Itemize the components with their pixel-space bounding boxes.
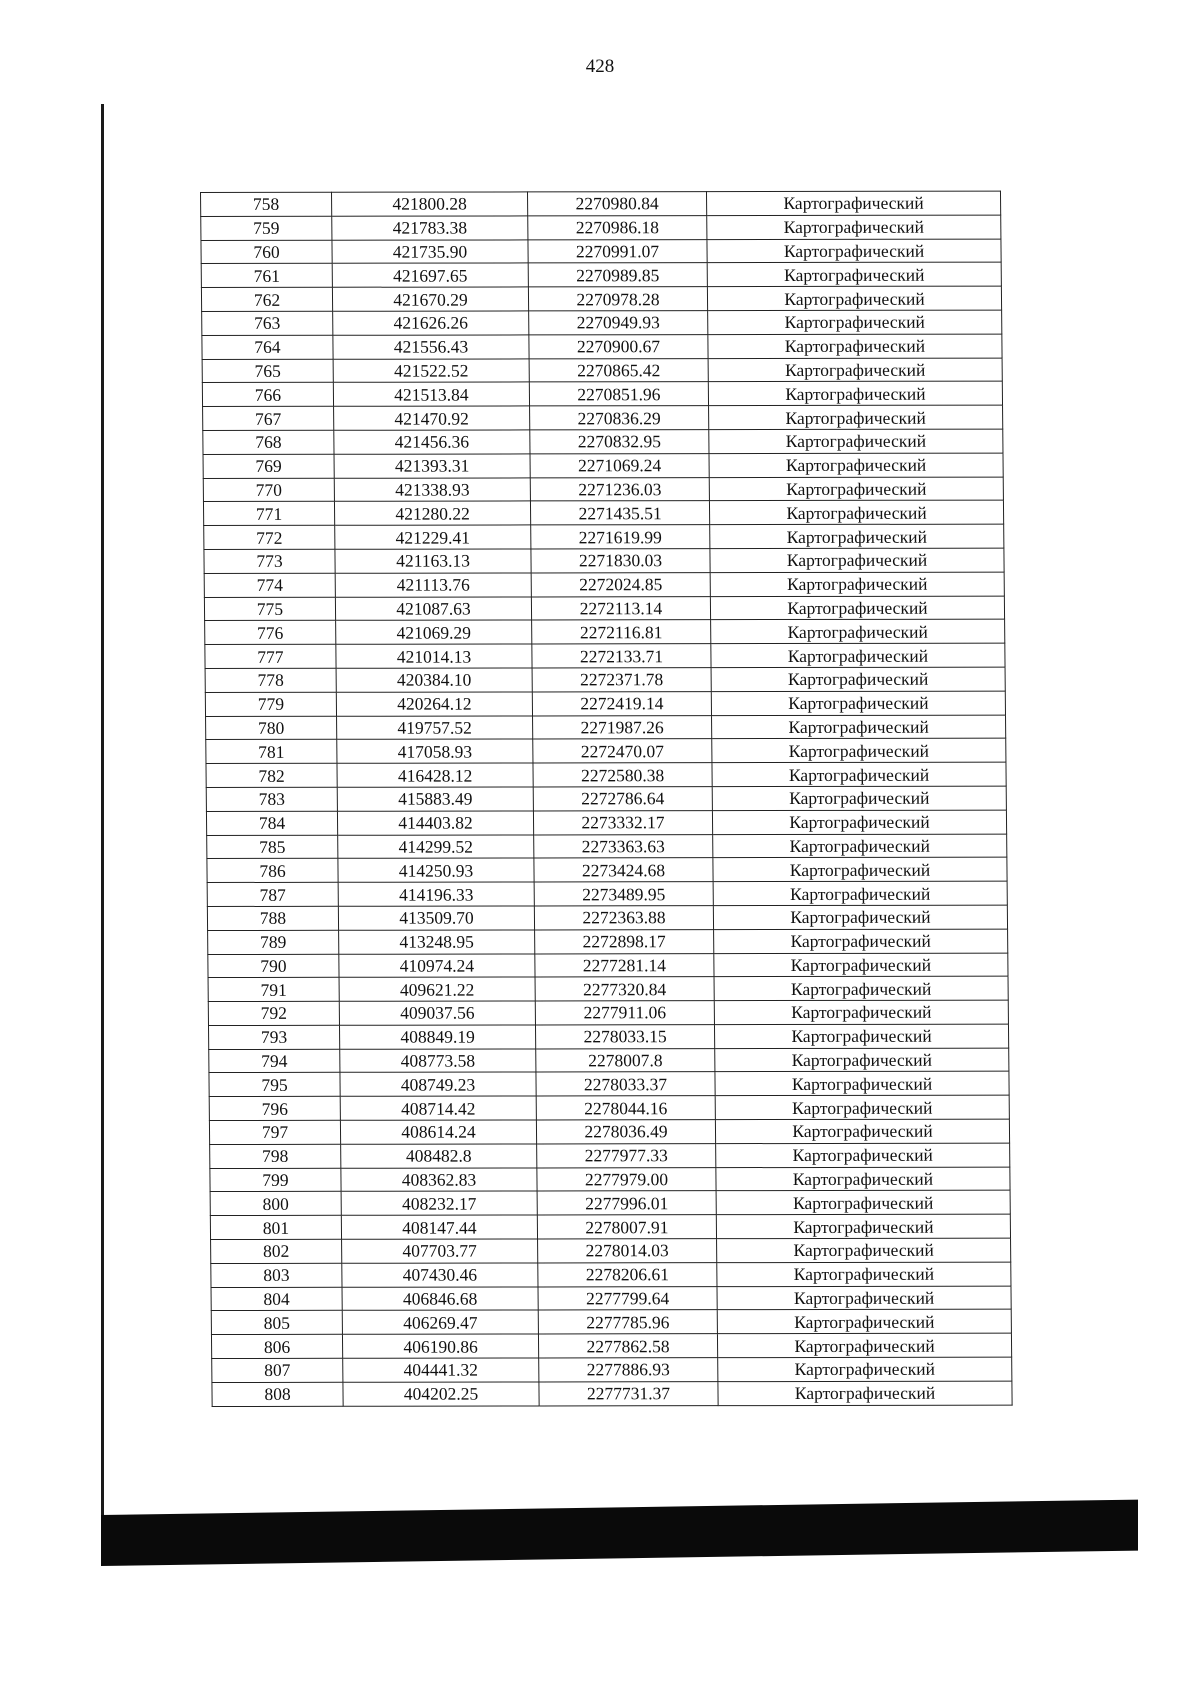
x-coordinate-cell: 421735.90 [332,240,528,264]
table-row [212,1381,1012,1406]
y-coordinate-cell: 2272580.38 [533,763,712,787]
y-coordinate-cell: 2277911.06 [535,1001,714,1025]
method-cell: Картографический [717,1286,1011,1310]
y-coordinate-cell: 2270980.84 [527,192,706,216]
method-cell: Картографический [710,548,1004,572]
point-number-cell: 790 [208,954,339,978]
table-row [202,310,1002,335]
point-number-cell: 776 [205,621,336,645]
point-number-cell: 807 [212,1358,343,1382]
point-number-cell: 801 [210,1216,341,1240]
method-cell: Картографический [707,215,1001,239]
y-coordinate-cell: 2270991.07 [528,239,707,263]
method-cell: Картографический [717,1238,1011,1262]
table-row [207,881,1007,906]
point-number-cell: 791 [208,978,339,1002]
coordinates-table [200,191,1013,1407]
y-coordinate-cell: 2277996.01 [537,1191,716,1215]
x-coordinate-cell: 421163.13 [335,549,531,573]
x-coordinate-cell: 421229.41 [335,525,531,549]
method-cell: Картографический [709,477,1003,501]
x-coordinate-cell: 421338.93 [334,477,530,501]
x-coordinate-cell: 419757.52 [337,715,533,739]
x-coordinate-cell: 420264.12 [336,692,532,716]
table-row [208,976,1008,1001]
x-coordinate-cell: 421456.36 [334,430,530,454]
point-number-cell: 779 [205,692,336,716]
table-row [212,1357,1012,1382]
x-coordinate-cell: 406269.47 [342,1310,538,1334]
point-number-cell: 795 [209,1073,340,1097]
method-cell: Картографический [715,1048,1009,1072]
method-cell: Картографический [718,1357,1012,1381]
method-cell: Картографический [708,334,1002,358]
table-row [202,358,1002,383]
y-coordinate-cell: 2272371.78 [532,668,711,692]
y-coordinate-cell: 2271069.24 [530,453,709,477]
table-row [208,1000,1008,1025]
x-coordinate-cell: 408849.19 [339,1025,535,1049]
y-coordinate-cell: 2278044.16 [536,1096,715,1120]
y-coordinate-cell: 2270836.29 [530,406,709,430]
point-number-cell: 773 [204,549,335,573]
table-row [208,953,1008,978]
table-row [205,643,1005,668]
x-coordinate-cell: 420384.10 [336,668,532,692]
table-row [204,596,1004,621]
y-coordinate-cell: 2272113.14 [531,596,710,620]
point-number-cell: 766 [202,383,333,407]
y-coordinate-cell: 2273332.17 [533,810,712,834]
y-coordinate-cell: 2270832.95 [530,430,709,454]
table-row [210,1191,1010,1216]
table-row [204,548,1004,573]
y-coordinate-cell: 2278033.37 [536,1072,715,1096]
x-coordinate-cell: 409037.56 [339,1001,535,1025]
method-cell: Картографический [708,381,1002,405]
method-cell: Картографический [710,572,1004,596]
point-number-cell: 799 [210,1168,341,1192]
method-cell: Картографический [707,286,1001,310]
table-row [203,405,1003,430]
y-coordinate-cell: 2278036.49 [536,1120,715,1144]
y-coordinate-cell: 2277785.96 [538,1310,717,1334]
x-coordinate-cell: 408232.17 [341,1191,537,1215]
point-number-cell: 761 [201,264,332,288]
table-row [204,572,1004,597]
method-cell: Картографический [712,762,1006,786]
method-cell: Картографический [716,1143,1010,1167]
y-coordinate-cell: 2270989.85 [528,263,707,287]
x-coordinate-cell: 421556.43 [333,335,529,359]
coordinates-table-wrapper [200,191,1008,1407]
y-coordinate-cell: 2272419.14 [532,691,711,715]
method-cell: Картографический [710,596,1004,620]
table-row [210,1143,1010,1168]
point-number-cell: 765 [202,359,333,383]
y-coordinate-cell: 2272363.88 [534,906,713,930]
y-coordinate-cell: 2277977.33 [537,1144,716,1168]
point-number-cell: 780 [206,716,337,740]
method-cell: Картографический [717,1262,1011,1286]
y-coordinate-cell: 2278014.03 [538,1239,717,1263]
x-coordinate-cell: 421014.13 [336,644,532,668]
y-coordinate-cell: 2272024.85 [531,572,710,596]
method-cell: Картографический [708,310,1002,334]
coordinates-table-body [201,191,1013,1406]
x-coordinate-cell: 408773.58 [340,1049,536,1073]
method-cell: Картографический [718,1381,1012,1405]
table-row [203,429,1003,454]
table-row [201,239,1001,264]
x-coordinate-cell: 421069.29 [336,620,532,644]
scan-left-edge [101,104,104,1564]
y-coordinate-cell: 2271830.03 [531,549,710,573]
x-coordinate-cell: 409621.22 [339,977,535,1001]
method-cell: Картографический [713,905,1007,929]
x-coordinate-cell: 414250.93 [338,858,534,882]
table-row [206,786,1006,811]
y-coordinate-cell: 2270851.96 [529,382,708,406]
method-cell: Картографический [717,1310,1011,1334]
x-coordinate-cell: 421626.26 [333,311,529,335]
y-coordinate-cell: 2270978.28 [528,287,707,311]
table-row [206,738,1006,763]
y-coordinate-cell: 2273489.95 [534,882,713,906]
point-number-cell: 784 [206,811,337,835]
table-row [211,1238,1011,1263]
table-row [201,215,1001,240]
y-coordinate-cell: 2270900.67 [529,334,708,358]
table-row [205,619,1005,644]
x-coordinate-cell: 421697.65 [332,263,528,287]
point-number-cell: 759 [201,216,332,240]
table-row [201,286,1001,311]
y-coordinate-cell: 2277886.93 [539,1358,718,1382]
point-number-cell: 794 [209,1049,340,1073]
x-coordinate-cell: 421670.29 [332,287,528,311]
table-row [210,1167,1010,1192]
x-coordinate-cell: 408749.23 [340,1072,536,1096]
method-cell: Картографический [711,643,1005,667]
table-row [206,715,1006,740]
point-number-cell: 788 [207,906,338,930]
y-coordinate-cell: 2272470.07 [533,739,712,763]
method-cell: Картографический [709,500,1003,524]
x-coordinate-cell: 413509.70 [338,906,534,930]
x-coordinate-cell: 414196.33 [338,882,534,906]
table-row [202,381,1002,406]
y-coordinate-cell: 2277731.37 [539,1381,718,1405]
method-cell: Картографический [707,239,1001,263]
point-number-cell: 771 [203,502,334,526]
x-coordinate-cell: 408714.42 [340,1096,536,1120]
y-coordinate-cell: 2270865.42 [529,358,708,382]
table-row [211,1333,1011,1358]
x-coordinate-cell: 408147.44 [341,1215,537,1239]
y-coordinate-cell: 2277281.14 [535,953,714,977]
y-coordinate-cell: 2272116.81 [532,620,711,644]
table-row [206,810,1006,835]
point-number-cell: 797 [209,1120,340,1144]
table-row [209,1095,1009,1120]
x-coordinate-cell: 421470.92 [334,406,530,430]
table-row [207,905,1007,930]
y-coordinate-cell: 2272786.64 [533,787,712,811]
table-row [207,834,1007,859]
method-cell: Картографический [716,1191,1010,1215]
method-cell: Картографический [713,834,1007,858]
method-cell: Картографический [707,262,1001,286]
y-coordinate-cell: 2277799.64 [538,1286,717,1310]
method-cell: Картографический [714,1000,1008,1024]
point-number-cell: 782 [206,763,337,787]
table-row [202,334,1002,359]
method-cell: Картографический [713,881,1007,905]
point-number-cell: 789 [208,930,339,954]
method-cell: Картографический [708,358,1002,382]
y-coordinate-cell: 2271987.26 [533,715,712,739]
y-coordinate-cell: 2278007.91 [537,1215,716,1239]
method-cell: Картографический [709,429,1003,453]
y-coordinate-cell: 2272133.71 [532,644,711,668]
point-number-cell: 805 [211,1311,342,1335]
method-cell: Картографический [714,1024,1008,1048]
point-number-cell: 803 [211,1263,342,1287]
point-number-cell: 764 [202,335,333,359]
method-cell: Картографический [711,667,1005,691]
point-number-cell: 793 [208,1025,339,1049]
method-cell: Картографический [710,524,1004,548]
y-coordinate-cell: 2278033.15 [535,1025,714,1049]
y-coordinate-cell: 2271619.99 [531,525,710,549]
point-number-cell: 800 [210,1192,341,1216]
x-coordinate-cell: 421800.28 [331,192,527,216]
x-coordinate-cell: 415883.49 [337,787,533,811]
y-coordinate-cell: 2277862.58 [538,1334,717,1358]
method-cell: Картографический [714,929,1008,953]
table-row [203,500,1003,525]
point-number-cell: 806 [211,1335,342,1359]
point-number-cell: 775 [204,597,335,621]
point-number-cell: 778 [205,668,336,692]
method-cell: Картографический [712,786,1006,810]
point-number-cell: 762 [201,287,332,311]
method-cell: Картографический [711,619,1005,643]
x-coordinate-cell: 404441.32 [343,1358,539,1382]
x-coordinate-cell: 404202.25 [343,1382,539,1406]
y-coordinate-cell: 2273363.63 [534,834,713,858]
method-cell: Картографический [709,405,1003,429]
y-coordinate-cell: 2278007.8 [536,1048,715,1072]
y-coordinate-cell: 2270949.93 [529,311,708,335]
table-row [209,1119,1009,1144]
x-coordinate-cell: 413248.95 [339,930,535,954]
method-cell: Картографический [716,1214,1010,1238]
table-row [211,1310,1011,1335]
point-number-cell: 781 [206,740,337,764]
x-coordinate-cell: 408482.8 [341,1144,537,1168]
point-number-cell: 760 [201,240,332,264]
method-cell: Картографический [709,453,1003,477]
method-cell: Картографический [706,191,1000,215]
y-coordinate-cell: 2272898.17 [535,929,714,953]
method-cell: Картографический [715,1072,1009,1096]
method-cell: Картографический [712,810,1006,834]
point-number-cell: 770 [203,478,334,502]
y-coordinate-cell: 2271435.51 [530,501,709,525]
table-row [211,1262,1011,1287]
x-coordinate-cell: 414299.52 [338,834,534,858]
x-coordinate-cell: 421513.84 [333,382,529,406]
table-row [208,929,1008,954]
x-coordinate-cell: 406190.86 [342,1334,538,1358]
table-row [205,667,1005,692]
table-row [211,1286,1011,1311]
point-number-cell: 774 [204,573,335,597]
point-number-cell: 783 [206,787,337,811]
scan-bottom-band [101,1500,1138,1566]
x-coordinate-cell: 421113.76 [335,573,531,597]
y-coordinate-cell: 2273424.68 [534,858,713,882]
point-number-cell: 792 [208,1001,339,1025]
x-coordinate-cell: 414403.82 [337,811,533,835]
point-number-cell: 758 [201,192,332,216]
point-number-cell: 804 [211,1287,342,1311]
y-coordinate-cell: 2277320.84 [535,977,714,1001]
y-coordinate-cell: 2271236.03 [530,477,709,501]
x-coordinate-cell: 410974.24 [339,953,535,977]
point-number-cell: 798 [210,1144,341,1168]
method-cell: Картографический [715,1095,1009,1119]
x-coordinate-cell: 416428.12 [337,763,533,787]
table-row [201,191,1001,216]
point-number-cell: 796 [209,1097,340,1121]
y-coordinate-cell: 2270986.18 [528,215,707,239]
point-number-cell: 802 [211,1239,342,1263]
x-coordinate-cell: 407430.46 [342,1263,538,1287]
point-number-cell: 786 [207,859,338,883]
x-coordinate-cell: 421522.52 [333,359,529,383]
method-cell: Картографический [712,738,1006,762]
x-coordinate-cell: 421087.63 [335,596,531,620]
method-cell: Картографический [714,953,1008,977]
point-number-cell: 768 [203,430,334,454]
page-number: 428 [585,56,615,77]
table-row [207,857,1007,882]
table-row [204,524,1004,549]
table-row [210,1214,1010,1239]
x-coordinate-cell: 421783.38 [332,216,528,240]
x-coordinate-cell: 421393.31 [334,454,530,478]
method-cell: Картографический [711,691,1005,715]
x-coordinate-cell: 407703.77 [342,1239,538,1263]
x-coordinate-cell: 408614.24 [340,1120,536,1144]
method-cell: Картографический [712,715,1006,739]
point-number-cell: 767 [203,406,334,430]
point-number-cell: 808 [212,1382,343,1406]
table-row [208,1024,1008,1049]
method-cell: Картографический [714,976,1008,1000]
point-number-cell: 769 [203,454,334,478]
table-row [209,1072,1009,1097]
method-cell: Картографический [716,1167,1010,1191]
method-cell: Картографический [717,1333,1011,1357]
table-row [201,262,1001,287]
table-row [206,762,1006,787]
x-coordinate-cell: 406846.68 [342,1287,538,1311]
x-coordinate-cell: 417058.93 [337,739,533,763]
point-number-cell: 787 [207,882,338,906]
point-number-cell: 777 [205,644,336,668]
table-row [203,477,1003,502]
y-coordinate-cell: 2277979.00 [537,1167,716,1191]
point-number-cell: 785 [207,835,338,859]
point-number-cell: 763 [202,311,333,335]
point-number-cell: 772 [204,525,335,549]
table-row [209,1048,1009,1073]
table-row [203,453,1003,478]
table-row [205,691,1005,716]
method-cell: Картографический [715,1119,1009,1143]
method-cell: Картографический [713,857,1007,881]
y-coordinate-cell: 2278206.61 [538,1263,717,1287]
x-coordinate-cell: 408362.83 [341,1168,537,1192]
x-coordinate-cell: 421280.22 [334,501,530,525]
